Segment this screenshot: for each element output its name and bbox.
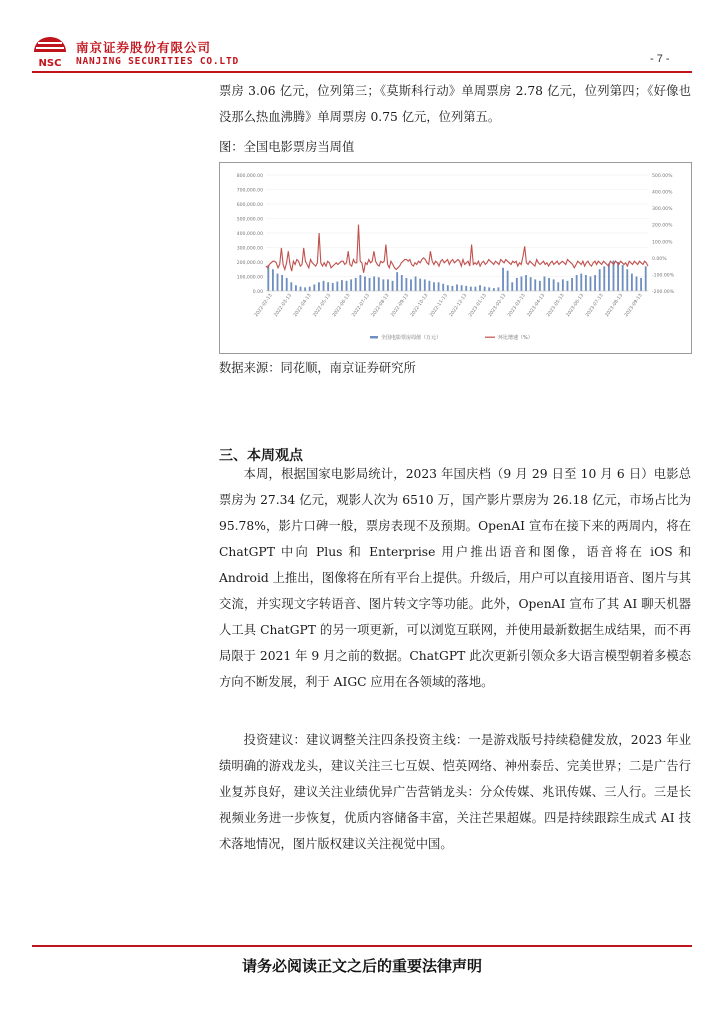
bar <box>272 269 274 291</box>
bar <box>369 278 371 291</box>
bar <box>493 288 495 291</box>
bar <box>438 282 440 291</box>
bar <box>382 279 384 291</box>
bar <box>534 279 536 291</box>
legend-line-label: 环比增速（%） <box>498 335 533 341</box>
x-tick-label: 2023-03-13 <box>507 293 527 319</box>
investment-advice-paragraph: 投资建议：建议调整关注四条投资主线：一是游戏版号持续稳健发放，2023 年业绩明确的游戏龙头，建议关注三七互娱、恺英网络、神州泰岳、完美世界；二是广告行业复苏良好，建议关注业绩优异广告营销龙头：分众传媒、兆讯传媒、三人行。三是长视频业务进一步恢复，优质内容储备丰富，关注芒果超媒。四是持续跟踪生成式 AI 技术落地情况，图片版权建议关注视觉中国。 <box>219 733 691 851</box>
bar <box>447 285 449 291</box>
x-tick-label: 2022-02-13 <box>254 293 274 319</box>
x-tick-label: 2022-04-13 <box>293 293 313 319</box>
y-left-tick-label: 500,000.00 <box>236 217 263 223</box>
bar <box>405 278 407 291</box>
bar <box>442 284 444 291</box>
bar <box>470 287 472 291</box>
bar <box>557 282 559 291</box>
y-right-tick-label: 500.00% <box>652 174 673 179</box>
y-right-tick-label: 200.00% <box>652 223 673 229</box>
page-header <box>0 0 724 80</box>
nsc-logo <box>30 34 70 70</box>
bar <box>396 272 398 291</box>
bar <box>267 265 269 291</box>
bar <box>571 278 573 291</box>
brand-name-en: NANJING SECURITIES CO.LTD <box>76 56 239 67</box>
x-tick-label: 2023-07-13 <box>585 293 605 319</box>
bar <box>594 275 596 291</box>
y-right-tick-label: 100.00% <box>652 240 673 246</box>
bar <box>585 275 587 291</box>
bar <box>511 282 513 291</box>
y-left-tick-label: 300,000.00 <box>236 246 263 252</box>
data-source: 数据来源：同花顺，南京证券研究所 <box>219 361 416 375</box>
brand-name-cn: 南京证券股份有限公司 <box>76 40 212 55</box>
x-tick-label: 2023-01-13 <box>468 293 488 319</box>
x-tick-label: 2023-09-13 <box>624 293 644 319</box>
bar <box>373 277 375 292</box>
footer-divider <box>32 945 692 947</box>
x-tick-label: 2023-05-13 <box>546 293 566 319</box>
bar <box>350 279 352 291</box>
y-left-tick-label: 700,000.00 <box>236 188 263 194</box>
bar <box>590 277 592 292</box>
header-divider <box>32 71 692 73</box>
bar <box>290 282 292 291</box>
page-number: - 7 - <box>650 53 670 65</box>
bar <box>567 281 569 291</box>
bar <box>525 275 527 291</box>
bar <box>521 277 523 292</box>
intro-paragraph: 票房 3.06 亿元，位列第三；《莫斯科行动》单周票房 2.78 亿元，位列第四；《好像也没那么热血沸腾》单周票房 0.75 亿元，位列第五。 <box>219 84 691 124</box>
bar <box>465 286 467 291</box>
box-office-chart <box>219 162 692 354</box>
bar <box>498 287 500 291</box>
bar <box>318 282 320 291</box>
x-tick-label: 2022-03-13 <box>273 293 294 319</box>
growth-rate-line <box>266 225 648 273</box>
bar <box>603 266 605 291</box>
bar <box>410 279 412 291</box>
bar <box>401 275 403 291</box>
bar <box>309 287 311 291</box>
bar <box>415 277 417 292</box>
bar <box>346 281 348 291</box>
bar <box>626 269 628 291</box>
bar <box>622 265 624 291</box>
bar <box>313 284 315 291</box>
weekly-view-paragraph: 本周，根据国家电影局统计，2023 年国庆档（9 月 29 日至 10 月 6 日）电影总票房为 27.34 亿元，观影人次为 6510 万，国产影片票房为 26.18 亿元，市场占比为 95.78%，影片口碑一般，票房表现不及预期。OpenAI 宣布在接下来的两周内，将在 ChatGPT 中向 Plus 和 Enterprise 用户推出语音和图像，语音将在 iOS 和 Android 上推出，图像将在所有平台上提供。升级后，用户可以直接用语音、图片与其交流，并实现文字转语音、图片转文字等功能。此外，OpenAI 宣布了其 AI 聊天机器人工具 ChatGPT 的另一项更新，可以浏览互联网，并使用最新数据生成结果，而不再局限于 2021 年 9 月之前的数据。ChatGPT 此次更新引领众多大语言模型朝着多模态方向不断发展，利于 AIGC 应用在各领域的落地。 <box>219 467 691 689</box>
bar <box>613 261 615 291</box>
bar <box>636 277 638 292</box>
bar <box>456 284 458 291</box>
bar <box>387 279 389 291</box>
chart-svg <box>220 163 691 353</box>
x-tick-label: 2022-06-13 <box>332 293 352 319</box>
bar <box>286 278 288 291</box>
bar <box>332 283 334 291</box>
bar <box>300 287 302 291</box>
x-tick-label: 2022-08-13 <box>371 293 391 319</box>
bar <box>530 277 532 291</box>
bar <box>327 282 329 291</box>
bar <box>548 278 550 291</box>
legend-bar-label: 全国电影票房周值（万元） <box>381 335 442 341</box>
y-right-tick-label: 300.00% <box>652 207 673 213</box>
bar <box>355 278 357 291</box>
figure-caption: 图：全国电影票房当周值 <box>219 140 355 154</box>
bar <box>336 282 338 291</box>
bar <box>562 279 564 291</box>
bar <box>277 274 279 291</box>
bar <box>433 282 435 291</box>
bar <box>479 285 481 291</box>
y-left-tick-label: 0.00 <box>252 290 263 295</box>
legend-bar-swatch <box>370 336 378 339</box>
x-tick-label: 2023-08-13 <box>604 293 625 319</box>
bar <box>608 263 610 291</box>
bar <box>502 268 504 291</box>
bar <box>640 278 642 291</box>
bar <box>392 281 394 291</box>
y-left-tick-label: 400,000.00 <box>236 232 263 237</box>
bar <box>539 281 541 291</box>
y-left-tick-label: 100,000.00 <box>236 275 263 281</box>
bar <box>424 279 426 291</box>
bar <box>304 287 306 291</box>
bar <box>451 286 453 291</box>
y-right-tick-label: -200.00% <box>652 290 675 295</box>
y-left-tick-label: 600,000.00 <box>236 203 263 208</box>
y-left-tick-label: 800,000.00 <box>236 174 263 179</box>
section-title: 三、本周观点 <box>219 448 303 464</box>
y-right-tick-label: -100.00% <box>652 273 675 279</box>
bar <box>645 266 647 291</box>
bar <box>428 281 430 291</box>
bar <box>474 287 476 291</box>
bar <box>295 285 297 291</box>
bar <box>599 269 601 291</box>
bar <box>378 277 380 291</box>
bar <box>341 280 343 291</box>
bar <box>484 287 486 291</box>
x-tick-label: 2022-10-13 <box>410 293 430 319</box>
bar <box>323 281 325 291</box>
x-tick-label: 2022-05-13 <box>312 293 333 319</box>
bar <box>580 274 582 291</box>
bar <box>553 279 555 291</box>
bar <box>617 262 619 291</box>
x-tick-label: 2022-12-13 <box>448 293 469 319</box>
y-right-tick-label: 0.00% <box>652 256 667 262</box>
x-tick-label: 2023-06-13 <box>565 293 586 319</box>
bar <box>488 287 490 291</box>
bar <box>461 285 463 291</box>
y-left-tick-label: 200,000.00 <box>236 261 263 266</box>
legal-notice: 请务必阅读正文之后的重要法律声明 <box>241 957 482 975</box>
x-tick-label: 2023-02-13 <box>487 293 508 319</box>
bar <box>419 279 421 291</box>
x-tick-label: 2022-07-13 <box>351 293 372 319</box>
x-tick-label: 2022-11-13 <box>429 293 449 319</box>
y-right-tick-label: 400.00% <box>652 190 673 196</box>
bar <box>516 278 518 291</box>
bar <box>544 277 546 292</box>
bar <box>364 277 366 292</box>
bar <box>507 271 509 291</box>
x-tick-label: 2022-09-13 <box>390 293 410 319</box>
bar <box>281 275 283 291</box>
x-tick-label: 2023-04-13 <box>526 293 547 319</box>
logo-text: NSC <box>38 58 62 69</box>
bar <box>631 274 633 291</box>
bar <box>576 275 578 291</box>
bar <box>359 275 361 291</box>
